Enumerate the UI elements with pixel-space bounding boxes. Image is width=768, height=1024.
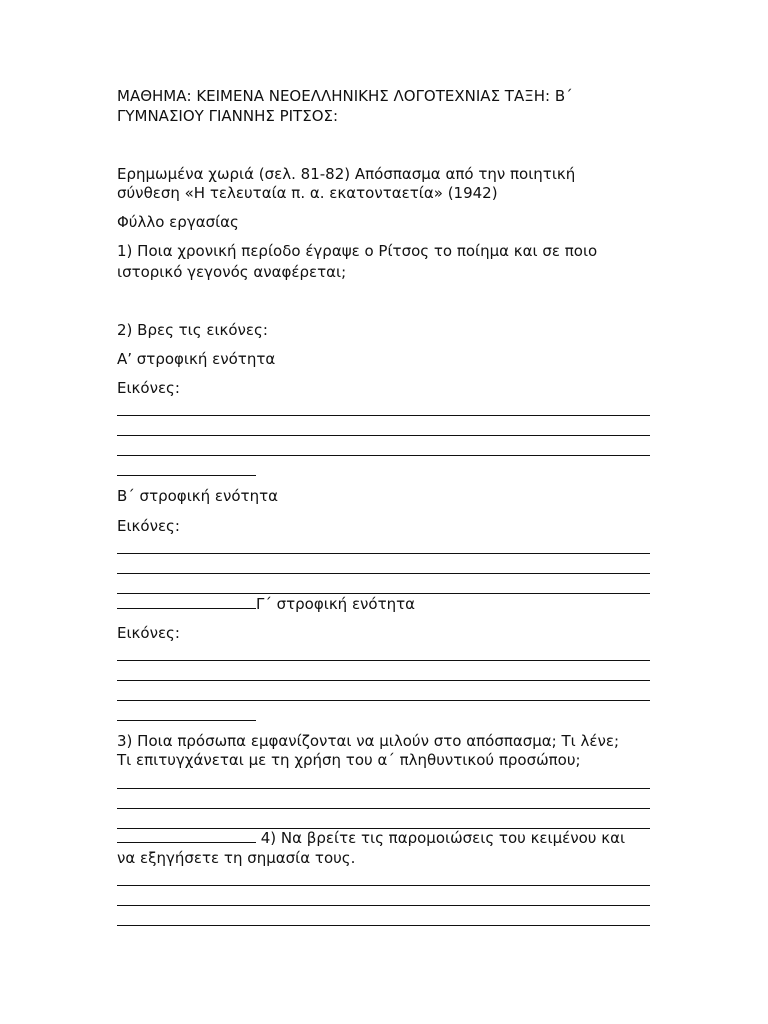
intro-line-2: σύνθεση «Η τελευταία π. α. εκατονταετία» (1942)	[117, 184, 498, 202]
section-a-images-label: Εικόνες:	[117, 379, 180, 397]
section-b-images-label: Εικόνες:	[117, 517, 180, 535]
section-a-heading: Α’ στροφική ενότητα	[117, 350, 276, 368]
answer-line[interactable]	[117, 788, 650, 789]
intro-line-1: Ερημωμένα χωριά (σελ. 81-82) Απόσπασμα από την ποιητική	[117, 165, 576, 183]
worksheet-title: Φύλλο εργασίας	[117, 213, 239, 231]
section-b-heading: Β΄ στροφική ενότητα	[117, 487, 279, 505]
question-4-row	[117, 828, 625, 849]
answer-line[interactable]	[117, 415, 650, 416]
section-c-heading: Γ΄ στροφική ενότητα	[256, 595, 416, 613]
answer-line[interactable]	[117, 885, 650, 886]
question-1-line-2: ιστορικό γεγονός αναφέρεται;	[117, 263, 347, 281]
answer-line[interactable]	[117, 608, 256, 609]
header-line-1: ΜΑΘΗΜΑ: ΚΕΙΜΕΝΑ ΝΕΟΕΛΛΗΝΙΚΗΣ ΛΟΓΟΤΕΧΝΙΑΣ ΤΑΞΗ: Β΄	[117, 87, 573, 105]
answer-line[interactable]	[117, 660, 650, 661]
answer-line[interactable]	[117, 808, 650, 809]
answer-line[interactable]	[117, 720, 256, 721]
answer-line[interactable]	[117, 905, 650, 906]
question-4-line-2: να εξηγήσετε τη σημασία τους.	[117, 849, 356, 867]
question-3-line-2: Τι επιτυγχάνεται με τη χρήση του α΄ πληθυντικού προσώπου;	[117, 751, 581, 769]
answer-line[interactable]	[117, 455, 650, 456]
answer-line[interactable]	[117, 435, 650, 436]
answer-line[interactable]	[117, 680, 650, 681]
section-c-images-label: Εικόνες:	[117, 624, 180, 642]
header-line-2: ΓΥΜΝΑΣΙΟΥ ΓΙΑΝΝΗΣ ΡΙΤΣΟΣ:	[117, 107, 339, 125]
answer-line[interactable]	[117, 573, 650, 574]
answer-line[interactable]	[117, 842, 256, 843]
question-4-line-1: 4) Να βρείτε τις παρομοιώσεις του κειμένου και	[256, 829, 626, 847]
section-c-row	[117, 594, 415, 615]
answer-line[interactable]	[117, 925, 650, 926]
answer-line[interactable]	[117, 700, 650, 701]
answer-line[interactable]	[117, 475, 256, 476]
question-2-title: 2) Βρες τις εικόνες:	[117, 321, 268, 339]
question-1-line-1: 1) Ποια χρονική περίοδο έγραψε ο Ρίτσος το ποίημα και σε ποιο	[117, 242, 598, 260]
answer-line[interactable]	[117, 553, 650, 554]
question-3-line-1: 3) Ποια πρόσωπα εμφανίζονται να μιλούν στο απόσπασμα; Τι λένε;	[117, 732, 620, 750]
